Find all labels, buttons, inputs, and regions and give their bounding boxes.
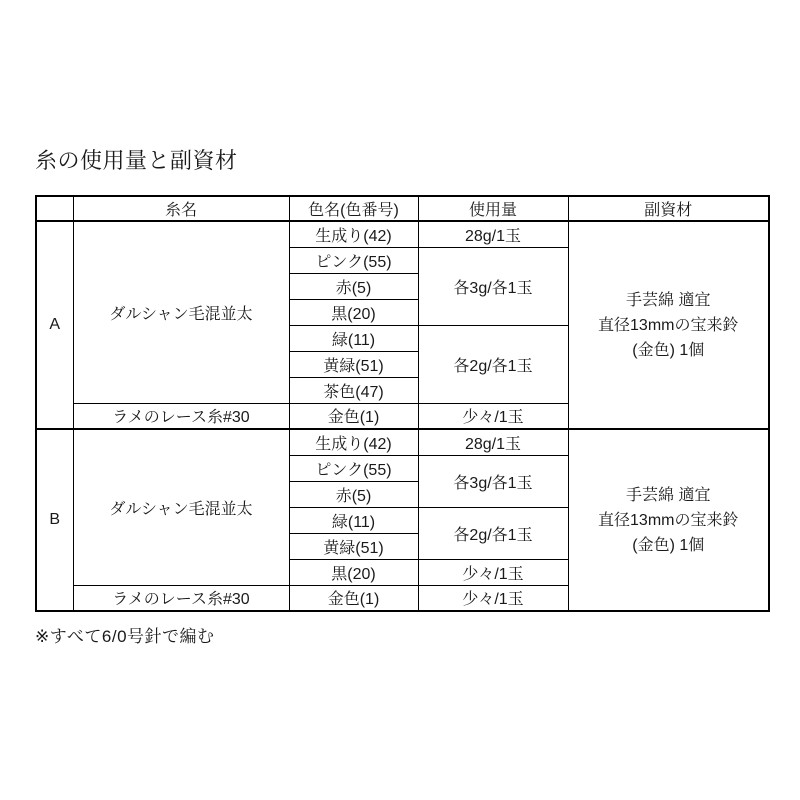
color-cell: 赤(5)	[289, 481, 418, 507]
color-cell: 生成り(42)	[289, 221, 418, 247]
color-cell: 生成り(42)	[289, 429, 418, 455]
color-cell: ピンク(55)	[289, 455, 418, 481]
yarn-name-cell: ラメのレース糸#30	[73, 403, 289, 429]
table-row	[36, 429, 769, 455]
materials-line: 手芸綿 適宜	[626, 291, 711, 309]
header-yarn-name: 糸名	[73, 196, 289, 221]
usage-cell: 少々/1玉	[418, 559, 568, 585]
color-cell: 金色(1)	[289, 403, 418, 429]
yarn-name-cell: ダルシャン毛混並太	[73, 429, 289, 585]
color-cell: 金色(1)	[289, 585, 418, 611]
page-title: 糸の使用量と副資材	[35, 148, 238, 173]
yarn-usage-table	[35, 195, 770, 612]
usage-cell: 少々/1玉	[418, 403, 568, 429]
section-b-label: B	[36, 429, 73, 611]
materials-cell	[568, 221, 769, 429]
color-cell: 赤(5)	[289, 273, 418, 299]
color-cell: 黄緑(51)	[289, 351, 418, 377]
yarn-name-cell: ラメのレース糸#30	[73, 585, 289, 611]
usage-cell: 少々/1玉	[418, 585, 568, 611]
table-row	[36, 221, 769, 247]
usage-cell: 各2g/各1玉	[418, 325, 568, 403]
usage-cell: 各3g/各1玉	[418, 455, 568, 507]
usage-cell: 28g/1玉	[418, 429, 568, 455]
color-cell: ピンク(55)	[289, 247, 418, 273]
header-row	[36, 196, 769, 221]
usage-cell: 各2g/各1玉	[418, 507, 568, 559]
header-corner	[36, 196, 73, 221]
usage-cell: 各3g/各1玉	[418, 247, 568, 325]
header-color-name: 色名(色番号)	[289, 196, 418, 221]
yarn-name-cell: ダルシャン毛混並太	[73, 221, 289, 403]
materials-cell	[568, 429, 769, 611]
materials-line: (金色) 1個	[632, 536, 705, 554]
color-cell: 黒(20)	[289, 299, 418, 325]
materials-line: (金色) 1個	[632, 341, 705, 359]
header-usage: 使用量	[418, 196, 568, 221]
materials-line: 直径13mmの宝来鈴	[598, 511, 739, 529]
header-materials: 副資材	[568, 196, 769, 221]
materials-line: 手芸綿 適宜	[626, 486, 711, 504]
usage-cell: 28g/1玉	[418, 221, 568, 247]
section-a-label: A	[36, 221, 73, 429]
color-cell: 緑(11)	[289, 325, 418, 351]
color-cell: 黒(20)	[289, 559, 418, 585]
materials-line: 直径13mmの宝来鈴	[598, 316, 739, 334]
color-cell: 緑(11)	[289, 507, 418, 533]
footnote: ※すべて6/0号針で編む	[35, 627, 215, 646]
color-cell: 茶色(47)	[289, 377, 418, 403]
color-cell: 黄緑(51)	[289, 533, 418, 559]
